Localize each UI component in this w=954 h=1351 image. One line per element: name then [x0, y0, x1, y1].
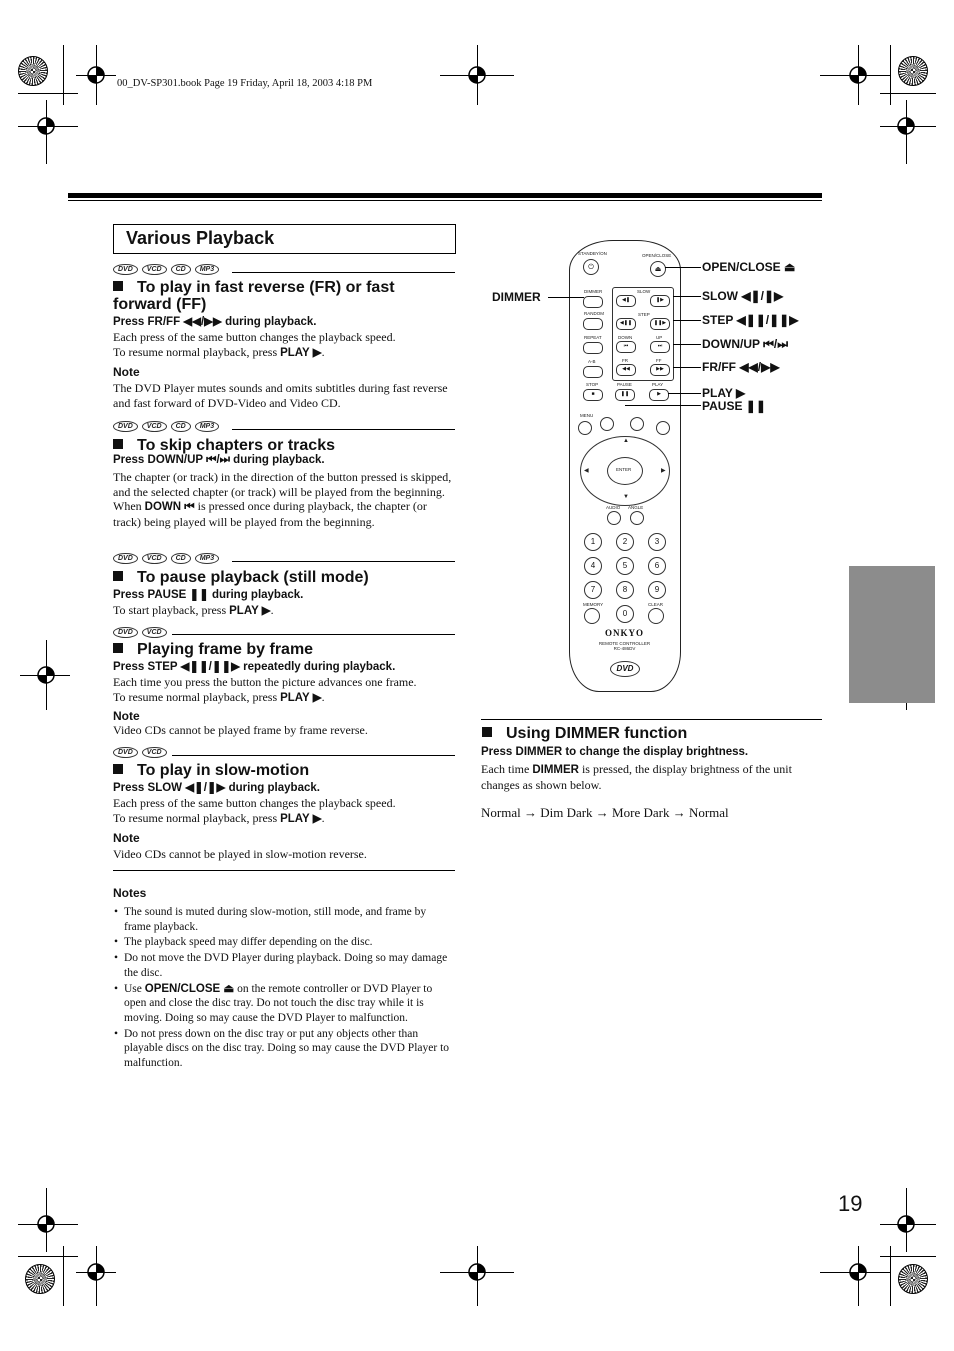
dimmer-label: DIMMER: [584, 289, 603, 294]
page-number: 19: [838, 1191, 863, 1216]
section-heading-slow: To play in slow-motion: [113, 762, 453, 779]
callout-open-close: OPEN/CLOSE ⏏: [702, 260, 796, 274]
body-pause: To start playback, press PLAY ▶.: [113, 603, 274, 617]
registration-mark-icon: [29, 109, 63, 143]
menu-label: MENU: [580, 413, 594, 418]
disc-icons: [113, 419, 219, 433]
vcd-disc-icon: VCD: [142, 747, 167, 758]
section-rule: [172, 755, 455, 756]
model-line: REMOTE CONTROLLER: [598, 641, 651, 646]
section-heading-pause: To pause playback (still mode): [113, 569, 453, 586]
color-target-icon: [898, 56, 928, 86]
open-close-button-ref: OPEN/CLOSE ⏏: [144, 982, 235, 995]
list-item: • Use OPEN/CLOSE ⏏ on the remote controller or DVD Player to open and close the disc tray. Do not touch the disc tray while it is moving. Doing so may cause the DVD Player to malfunction.: [113, 982, 455, 1026]
callout-dimmer: DIMMER: [492, 290, 541, 304]
body-line: Each press of the same button changes the playback speed.: [113, 330, 396, 344]
body-line: Each press of the same button changes the playback speed.: [113, 796, 396, 810]
dimmer-button: [583, 296, 603, 308]
registration-mark-icon: [460, 1255, 494, 1289]
digit-button: 3: [648, 533, 666, 551]
leader-line: [673, 320, 701, 321]
crop-mark: [890, 45, 891, 105]
play-button-ref: PLAY ▶: [280, 346, 322, 359]
repeat-button: [583, 342, 603, 354]
vcd-disc-icon: VCD: [142, 627, 167, 638]
leader-line: [625, 405, 701, 406]
registration-mark-icon: [889, 109, 923, 143]
note-slow: Video CDs cannot be played in slow-motion reverse.: [113, 847, 367, 861]
remote-button: [630, 417, 644, 431]
play-button-ref: PLAY ▶: [229, 605, 271, 617]
model-text: [570, 641, 679, 651]
arrow-up-icon: ▲: [623, 438, 629, 444]
list-item: • The sound is muted during slow-motion, still mode, and frame by frame playback.: [113, 905, 455, 934]
color-target-icon: [18, 56, 48, 86]
registration-mark-icon: [889, 1207, 923, 1241]
ff-label: FF: [656, 358, 662, 363]
dvd-disc-icon: DVD: [113, 264, 138, 275]
body-ffr: [113, 330, 455, 360]
disc-icons: [113, 262, 219, 276]
enter-label: ENTER: [616, 467, 632, 472]
instruction-skip: Press DOWN/UP ⏮/⏭ during playback.: [113, 454, 325, 466]
section-rule: [232, 429, 455, 430]
callout-down-up: DOWN/UP ⏮/⏭: [702, 337, 789, 351]
digit-button: 4: [584, 557, 602, 575]
instruction-pause: Press PAUSE ❚❚ during playback.: [113, 589, 304, 601]
body-dimmer: Each time DIMMER is pressed, the display brightness of the unit changes as shown below.: [481, 762, 792, 792]
digit-button: 6: [648, 557, 666, 575]
chapter-tab: [849, 566, 935, 703]
mp3-disc-icon: MP3: [195, 553, 219, 564]
dvd-disc-icon: DVD: [113, 421, 138, 432]
up-label: UP: [656, 335, 663, 340]
square-bullet-icon: [482, 727, 492, 737]
square-bullet-icon: [113, 439, 123, 449]
list-item: • The playback speed may differ depending on the disc.: [113, 935, 455, 950]
remote-button: [656, 421, 670, 435]
digit-button: 7: [584, 581, 602, 599]
remote-button: [600, 417, 614, 431]
top-rule-thin: [68, 200, 822, 201]
note-frame: Video CDs cannot be played frame by frame reverse.: [113, 723, 368, 737]
cd-disc-icon: CD: [171, 421, 191, 432]
audio-label: AUDIO: [606, 505, 621, 510]
menu-button: [578, 421, 592, 435]
arrow-right-icon: ▶: [661, 468, 666, 474]
repeat-label: REPEAT: [584, 335, 602, 340]
step-label: STEP: [638, 312, 650, 317]
section-rule: [232, 272, 455, 273]
fr-label: FR: [622, 358, 628, 363]
memory-label: MEMORY: [583, 602, 604, 607]
crop-mark: [18, 1256, 78, 1257]
dvd-disc-icon: DVD: [113, 747, 138, 758]
note-label: Note: [113, 365, 140, 379]
section-heading-dimmer: Using DIMMER function: [482, 725, 822, 742]
instruction-frame: Press STEP ◀❚❚/❚❚▶ repeatedly during playback.: [113, 661, 396, 673]
crop-mark: [63, 45, 64, 105]
vcd-disc-icon: VCD: [142, 264, 167, 275]
registration-mark-icon: [29, 1207, 63, 1241]
dvd-logo: DVD: [610, 661, 640, 677]
crop-mark: [880, 1256, 936, 1257]
body-frame: [113, 675, 455, 705]
leader-line: [548, 297, 584, 298]
slow-rev-button: ◀❚: [616, 295, 636, 307]
arrow-down-icon: ▼: [623, 494, 629, 500]
audio-button: [607, 511, 621, 525]
page-title: Various Playback: [113, 224, 456, 254]
instruction-dimmer: Press DIMMER to change the display brightness.: [481, 746, 749, 758]
body-skip: The chapter (or track) in the direction of the button pressed is skipped, and the selected chapter (or track) will be played from the beginning. When DOWN ⏮ is pressed once during playback, the chapter (or track) being played will be played from the beginning.: [113, 470, 452, 529]
instruction-ffr: Press FR/FF ◀◀/▶▶ during playback.: [113, 316, 317, 328]
registration-mark-icon: [79, 58, 113, 92]
section-heading-ffr: To play in fast reverse (FR) or fast forward (FF): [113, 279, 395, 313]
disc-icons: [113, 745, 167, 759]
cd-disc-icon: CD: [171, 264, 191, 275]
section-heading-skip: To skip chapters or tracks: [113, 437, 453, 454]
section-rule: [232, 561, 455, 562]
random-label: RANDOM: [584, 311, 604, 316]
eject-icon: ⏏: [650, 261, 666, 277]
step-fwd-button: ❚❚▶: [650, 318, 670, 330]
mp3-disc-icon: MP3: [195, 264, 219, 275]
play-button: ▶: [649, 389, 669, 401]
list-item: • Do not move the DVD Player during playback. Doing so may damage the disc.: [113, 951, 455, 980]
ab-button: [583, 366, 603, 378]
notes-label: Notes: [113, 886, 147, 900]
stop-label: STOP: [586, 382, 599, 387]
mp3-disc-icon: MP3: [195, 421, 219, 432]
body-line: Each time you press the button the picture advances one frame.: [113, 675, 417, 689]
digit-button: 1: [584, 533, 602, 551]
section-heading-frame: Playing frame by frame: [113, 641, 453, 658]
color-target-icon: [898, 1264, 928, 1294]
down-button-ref: DOWN ⏮: [144, 501, 195, 513]
square-bullet-icon: [113, 571, 123, 581]
down-button: ⏮: [616, 341, 636, 353]
slow-label: SLOW: [637, 289, 651, 294]
dvd-disc-icon: DVD: [113, 627, 138, 638]
slow-fwd-button: ❚▶: [650, 295, 670, 307]
leader-line: [673, 344, 701, 345]
note-label: Note: [113, 709, 140, 723]
clear-label: CLEAR: [648, 602, 664, 607]
note-ffr: The DVD Player mutes sounds and omits subtitles during fast reverse and fast forward of DVD-Video and Video CD.: [113, 381, 448, 410]
registration-mark-icon: [460, 58, 494, 92]
ff-button: ▶▶: [650, 364, 670, 376]
power-icon: ⏻: [583, 259, 599, 275]
section-rule: [172, 634, 455, 635]
angle-label: ANGLE: [628, 505, 644, 510]
play-button-ref: PLAY ▶: [280, 691, 322, 704]
body-slow: [113, 796, 455, 826]
digit-button: 0: [616, 605, 634, 623]
clear-button: [648, 608, 664, 624]
body-line: To resume normal playback, press PLAY ▶.: [113, 810, 325, 825]
play-label: PLAY: [652, 382, 664, 387]
list-item: • Do not press down on the disc tray or put any objects other than playable discs on the disc tray. Doing so may cause the DVD Player to malfunction.: [113, 1027, 455, 1071]
vcd-disc-icon: VCD: [142, 553, 167, 564]
digit-button: 9: [648, 581, 666, 599]
body-line: To resume normal playback, press PLAY ▶.: [113, 344, 325, 359]
square-bullet-icon: [113, 764, 123, 774]
digit-button: 5: [616, 557, 634, 575]
pause-label: PAUSE: [617, 382, 632, 387]
remote-control-illustration: [569, 240, 681, 692]
ab-label: A-B: [588, 359, 596, 364]
dvd-disc-icon: DVD: [113, 553, 138, 564]
stop-button: ■: [583, 389, 603, 401]
registration-mark-icon: [841, 1255, 875, 1289]
disc-icons: [113, 625, 167, 639]
vcd-disc-icon: VCD: [142, 421, 167, 432]
standby-label: STANDBY/ON: [578, 251, 607, 256]
pause-button: ❚❚: [615, 389, 635, 401]
notes-rule: [113, 870, 455, 871]
instruction-slow: Press SLOW ◀❚/❚▶ during playback.: [113, 782, 320, 794]
disc-icons: [113, 551, 219, 565]
step-rev-button: ◀❚❚: [616, 318, 636, 330]
section-rule: [481, 719, 822, 720]
crop-mark: [18, 93, 78, 94]
play-button-ref: PLAY ▶: [280, 812, 322, 825]
openclose-label: OPEN/CLOSE: [642, 253, 672, 258]
fr-button: ◀◀: [616, 364, 636, 376]
body-line: To resume normal playback, press PLAY ▶.: [113, 689, 325, 704]
color-target-icon: [25, 1264, 55, 1294]
callout-pause: PAUSE ❚❚: [702, 399, 766, 413]
square-bullet-icon: [113, 281, 123, 291]
callout-step: STEP ◀❚❚/❚❚▶: [702, 313, 799, 327]
random-button: [583, 318, 603, 330]
file-info-header: 00_DV-SP301.book Page 19 Friday, April 18, 2003 4:18 PM: [117, 78, 373, 89]
crop-mark: [890, 1246, 891, 1306]
leader-line: [673, 367, 701, 368]
callout-play: PLAY ▶: [702, 386, 746, 400]
leader-line: [665, 267, 701, 268]
square-bullet-icon: [113, 643, 123, 653]
notes-list: [113, 905, 455, 1072]
top-rule: [68, 193, 822, 198]
down-label: DOWN: [618, 335, 633, 340]
up-button: ⏭: [650, 341, 670, 353]
memory-button: [584, 608, 600, 624]
digit-button: 8: [616, 581, 634, 599]
dimmer-sequence: Normal → Dim Dark → More Dark → Normal: [481, 805, 729, 820]
crop-mark: [63, 1246, 64, 1306]
callout-slow: SLOW ◀❚/❚▶: [702, 289, 784, 303]
onkyo-logo: ONKYO: [604, 628, 644, 638]
registration-mark-icon: [29, 658, 63, 692]
callout-fr-ff: FR/FF ◀◀/▶▶: [702, 360, 780, 374]
registration-mark-icon: [79, 1255, 113, 1289]
cd-disc-icon: CD: [171, 553, 191, 564]
crop-mark: [880, 93, 936, 94]
leader-line: [668, 393, 701, 394]
model-line: RC-486DV: [613, 646, 636, 651]
digit-button: 2: [616, 533, 634, 551]
note-label: Note: [113, 831, 140, 845]
leader-line: [673, 296, 701, 297]
angle-button: [630, 511, 644, 525]
registration-mark-icon: [841, 58, 875, 92]
dimmer-button-ref: DIMMER: [532, 764, 579, 776]
arrow-left-icon: ◀: [584, 468, 589, 474]
